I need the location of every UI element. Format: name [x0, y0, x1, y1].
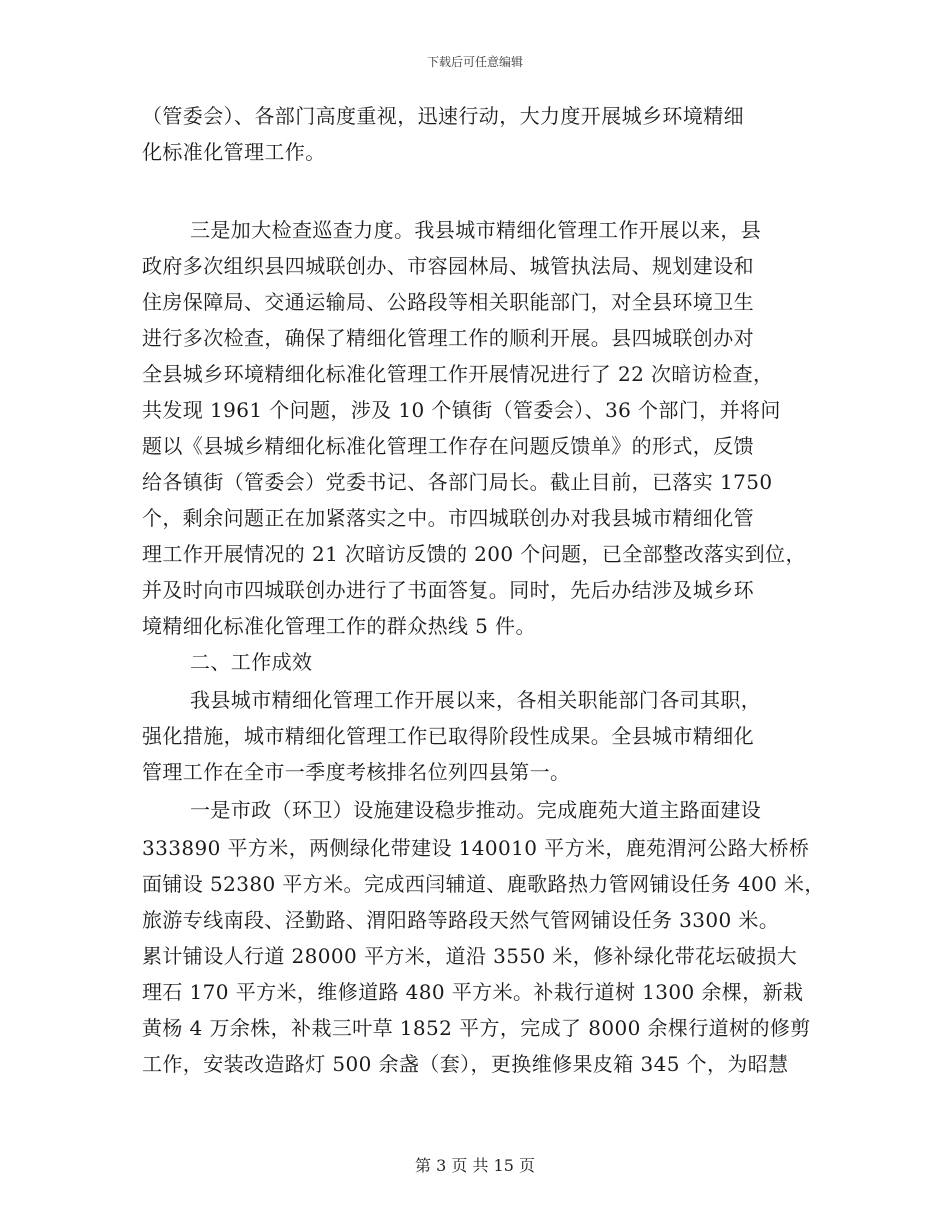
- text-line: 强化措施，城市精细化管理工作已取得阶段性成果。全县城市精细化: [142, 724, 754, 748]
- text-line: 一是市政（环卫）设施建设稳步推动。完成鹿苑大道主路面建设: [190, 798, 762, 822]
- text-line: 并及时向市四城联创办进行了书面答复。同时，先后办结涉及城乡环: [142, 578, 754, 602]
- text-line: 境精细化标准化管理工作的群众热线 5 件。: [142, 614, 536, 638]
- text-line: 政府多次组织县四城联创办、市容园林局、城管执法局、规划建设和: [142, 254, 754, 278]
- text-line: 化标准化管理工作。: [142, 140, 326, 164]
- text-line: 面铺设 52380 平方米。完成西闫辅道、鹿歌路热力管网铺设任务 400 米，: [142, 872, 825, 896]
- text-line: 管理工作在全市一季度考核排名位列四县第一。: [142, 760, 571, 784]
- text-line: 旅游专线南段、泾勤路、渭阳路等路段天然气管网铺设任务 3300 米。: [142, 908, 780, 932]
- text-line: 进行多次检查，确保了精细化管理工作的顺利开展。县四城联创办对: [142, 326, 754, 350]
- text-line: 全县城乡环境精细化标准化管理工作开展情况进行了 22 次暗访检查，: [142, 362, 774, 386]
- text-line: 三是加大检查巡查力度。我县城市精细化管理工作开展以来，县: [190, 218, 762, 242]
- text-line: 共发现 1961 个问题，涉及 10 个镇街（管委会）、36 个部门，并将问: [142, 398, 781, 422]
- text-line: （管委会）、各部门高度重视，迅速行动，大力度开展城乡环境精细: [142, 104, 744, 128]
- text-line: 理工作开展情况的 21 次暗访反馈的 200 个问题，已全部整改落实到位，: [142, 542, 806, 566]
- text-line: 个，剩余问题正在加紧落实之中。市四城联创办对我县城市精细化管: [142, 506, 754, 530]
- text-line: 333890 平方米，两侧绿化带建设 140010 平方米，鹿苑渭河公路大桥桥: [142, 836, 810, 860]
- section-heading: 二、工作成效: [190, 650, 313, 674]
- text-line: 题以《县城乡精细化标准化管理工作存在问题反馈单》的形式，反馈: [142, 434, 754, 458]
- page-header: 下载后可任意编辑: [426, 55, 523, 69]
- text-line: 住房保障局、交通运输局、公路段等相关职能部门，对全县环境卫生: [142, 290, 754, 314]
- text-line: 工作，安装改造路灯 500 余盏（套），更换维修果皮箱 345 个，为昭慧: [142, 1052, 789, 1076]
- page-number: 第 3 页 共 15 页: [415, 1156, 535, 1175]
- text-line: 累计铺设人行道 28000 平方米，道沿 3550 米，修补绿化带花坛破损大: [142, 944, 798, 968]
- text-line: 理石 170 平方米，维修道路 480 平方米。补栽行道树 1300 余棵，新栽: [142, 980, 804, 1004]
- text-line: 给各镇街（管委会）党委书记、各部门局长。截止目前，已落实 1750: [142, 470, 773, 494]
- text-line: 黄杨 4 万余株，补栽三叶草 1852 平方，完成了 8000 余棵行道树的修剪: [142, 1016, 811, 1040]
- text-line: 我县城市精细化管理工作开展以来，各相关职能部门各司其职，: [190, 688, 762, 712]
